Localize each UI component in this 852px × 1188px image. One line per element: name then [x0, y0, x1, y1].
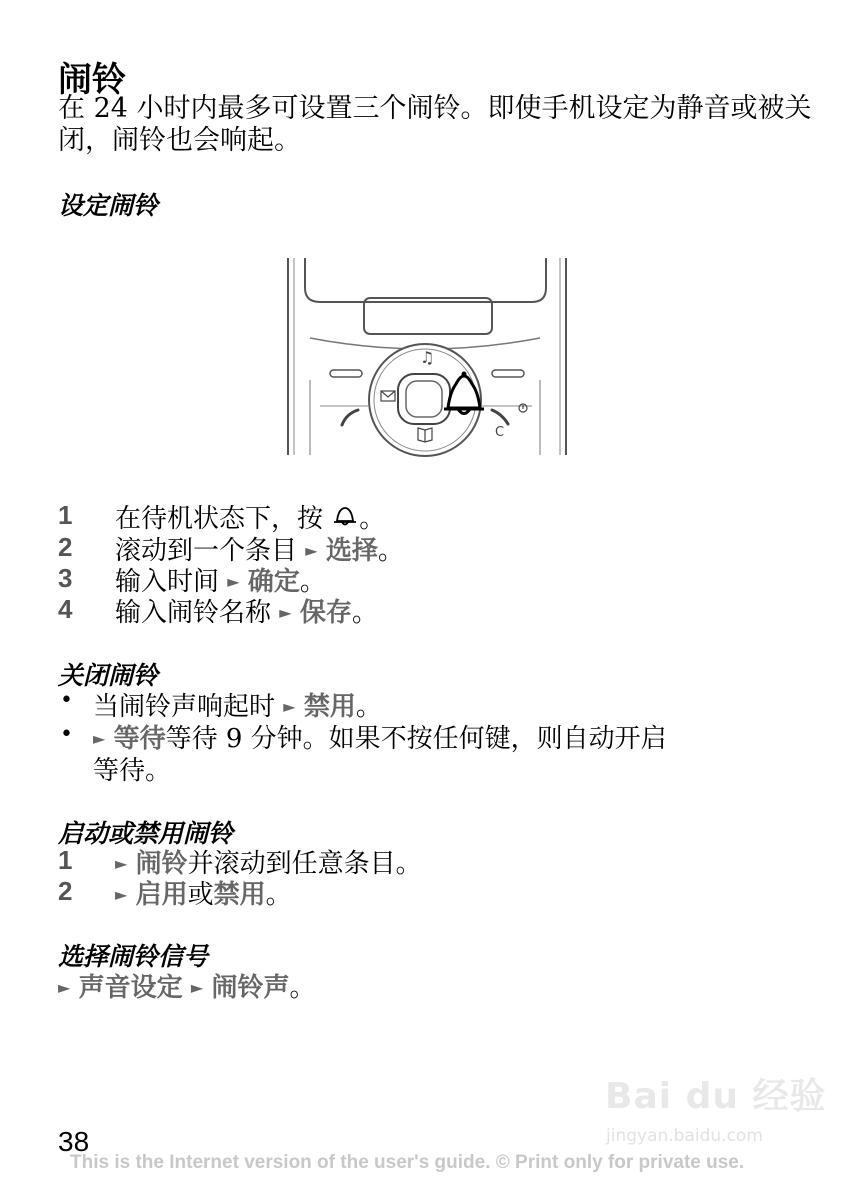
heading-turn-off-alarm: 关闭闹铃: [58, 661, 159, 690]
bullet: •: [60, 688, 73, 713]
menu-option: 禁用: [213, 880, 266, 910]
baidu-watermark-url: jingyan.baidu.com: [606, 1126, 763, 1146]
bullet-text: ► 等待等待 9 分钟。如果不按任何键，则自动开启: [93, 724, 667, 754]
signal-path-text: ► 声音设定 ► 闹铃声。: [58, 973, 316, 1003]
svg-text:♫: ♫: [420, 348, 435, 367]
step-number: 2: [58, 532, 73, 562]
menu-option: 闹铃: [135, 849, 188, 879]
page-title: 闹铃: [58, 60, 126, 100]
arrow-icon: ►: [305, 541, 318, 560]
menu-option: 选择: [325, 536, 378, 566]
step-text: 滚动到一个条目 ► 选择。: [115, 536, 404, 566]
arrow-icon: ►: [58, 978, 71, 997]
heading-enable-disable-alarm: 启动或禁用闹铃: [58, 819, 234, 848]
arrow-icon: ►: [115, 854, 128, 873]
step-text: 在待机状态下，按 。: [115, 504, 386, 534]
step-number: 1: [58, 500, 73, 530]
step-text: ► 闹铃并滚动到任意条目。: [115, 849, 422, 879]
arrow-icon: ►: [283, 697, 296, 716]
music-icon: [420, 348, 434, 367]
arrow-icon: ►: [279, 603, 292, 622]
heading-select-alarm-signal: 选择闹铃信号: [58, 942, 209, 971]
page-number: 38: [58, 1126, 90, 1157]
step-number: 3: [58, 563, 73, 593]
phone-keypad-illustration: [270, 210, 580, 465]
step-text: 输入闹铃名称 ► 保存。: [115, 598, 378, 628]
menu-option: 启用: [135, 880, 188, 910]
menu-option: 确定: [247, 567, 300, 597]
intro-paragraph: 在 24 小时内最多可设置三个闹铃。即使手机设定为静音或被关闭，闹铃也会响起。: [58, 93, 812, 156]
menu-option: 禁用: [303, 692, 356, 722]
baidu-watermark-logo: Bai du 经验: [605, 1076, 827, 1117]
step-number: 2: [58, 876, 73, 906]
bullet: •: [60, 722, 73, 747]
arrow-icon: ►: [190, 978, 204, 997]
alarm-key-icon: [331, 504, 359, 530]
step-number: 1: [58, 845, 73, 875]
step-number: 4: [58, 594, 73, 624]
heading-set-alarm: 设定闹铃: [58, 191, 159, 220]
step-text: ► 启用或禁用。: [115, 880, 292, 910]
svg-text:C: C: [495, 425, 505, 440]
arrow-icon: ►: [115, 885, 128, 904]
bullet-text: 当闹铃声响起时 ► 禁用。: [93, 692, 382, 722]
arrow-icon: ►: [227, 572, 240, 591]
menu-option: 声音设定: [78, 973, 183, 1003]
menu-option: 闹铃声: [211, 973, 290, 1003]
step-text: 输入时间 ► 确定。: [115, 567, 326, 597]
menu-option: 保存: [299, 598, 352, 628]
bullet-text-continued: 等待。: [93, 756, 172, 786]
menu-option: 等待: [113, 724, 166, 754]
footer-notice: This is the Internet version of the user's guide. © Print only for private use.: [70, 1152, 745, 1173]
arrow-icon: ►: [93, 729, 106, 748]
